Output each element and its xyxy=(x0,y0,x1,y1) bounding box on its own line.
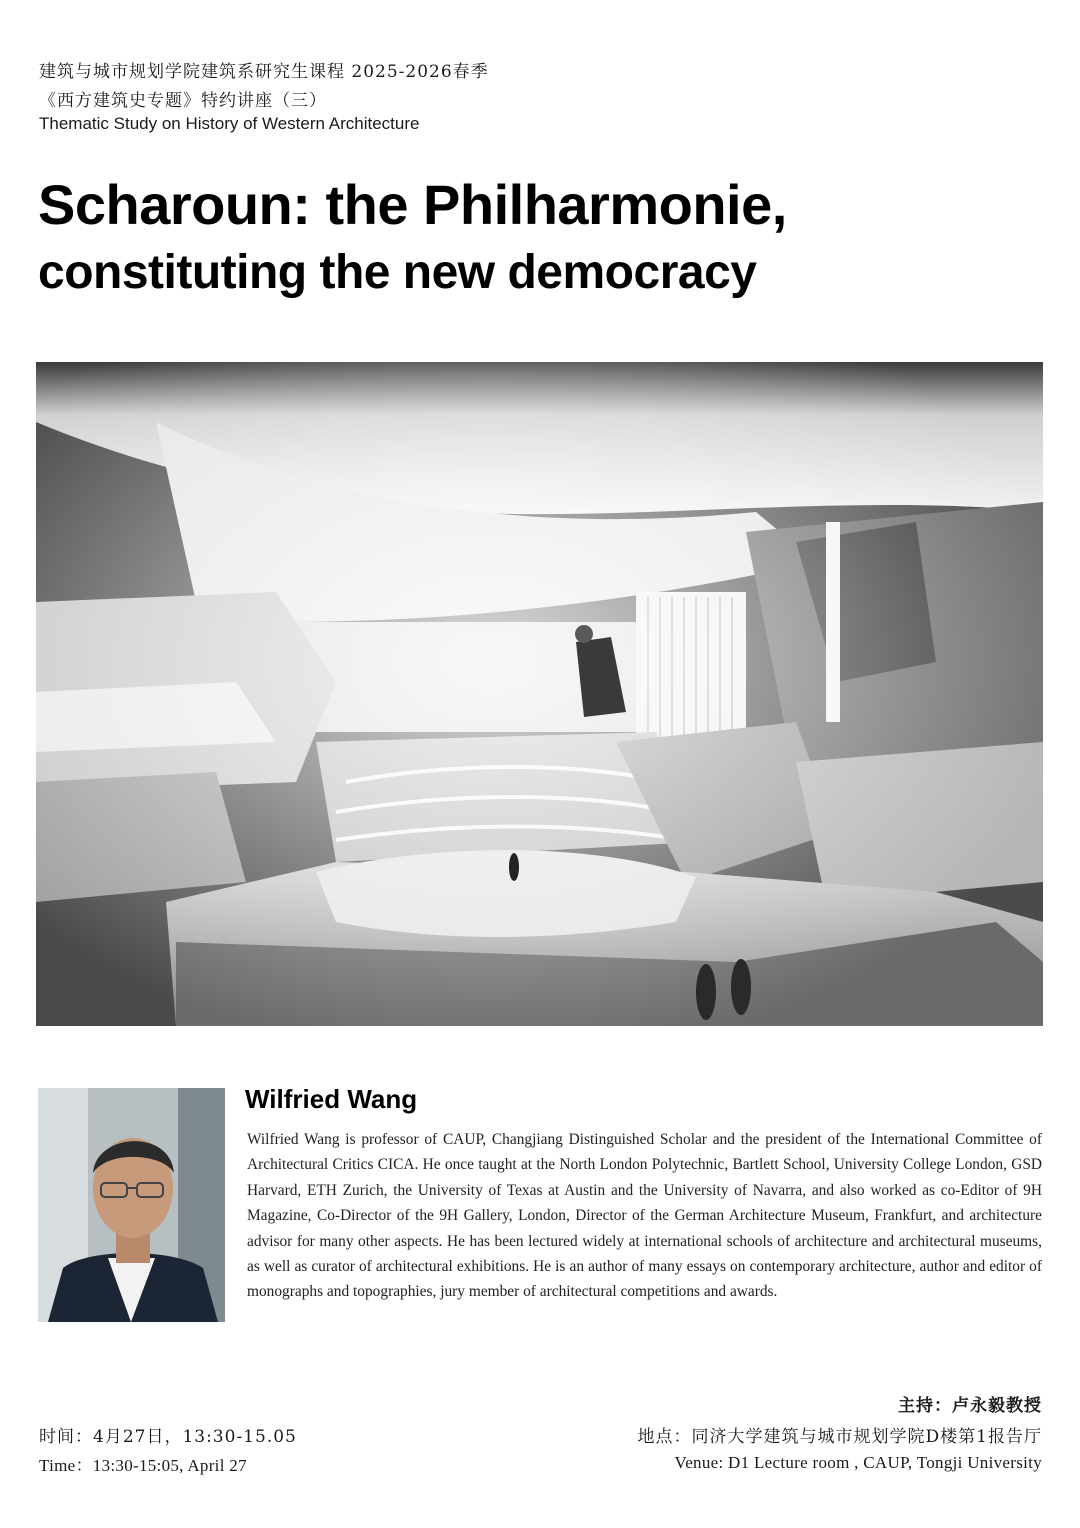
speaker-name: Wilfried Wang xyxy=(245,1084,418,1114)
lecture-title-line2: constituting the new democracy xyxy=(38,246,757,299)
course-line: 建筑与城市规划学院建筑系研究生课程 2025-2026春季 xyxy=(39,62,489,82)
venue-english: Venue: D1 Lecture room , CAUP, Tongji University xyxy=(674,1453,1042,1472)
host-line: 主持：卢永毅教授 xyxy=(898,1396,1042,1416)
course-english-title: Thematic Study on History of Western Architecture xyxy=(39,114,420,133)
lecture-title-line1: Scharoun: the Philharmonie, xyxy=(38,173,787,236)
time-english: Time：13:30-15:05, April 27 xyxy=(39,1456,247,1475)
philharmonie-model-photo xyxy=(36,362,1043,1026)
speaker-portrait xyxy=(38,1088,225,1322)
venue-chinese: 地点：同济大学建筑与城市规划学院D楼第1报告厅 xyxy=(637,1427,1042,1447)
series-line: 《西方建筑史专题》特约讲座（三） xyxy=(39,91,327,111)
speaker-bio: Wilfried Wang is professor of CAUP, Changjiang Distinguished Scholar and the president of the International Committee of Architectural Critics CICA. He once taught at the North London Polytechnic, Bartlett School, University College London, GSD Harvard, ETH Zurich, the University of Texas at Austin and the University of Navarra, and also worked as co-Editor of 9H Magazine, Co-Director of the 9H Gallery, London, Director of the German Architecture Museum, Frankfurt, and architecture advisor for many other aspects. He has been lectured widely at international schools of architecture and architectural museums, as well as curator of architectural exhibitions. He is an author of many essays on contemporary architecture, author and editor of monographs and topographies, jury member of architectural competitions and awards. xyxy=(247,1131,1042,1301)
time-chinese: 时间：4月27日，13:30-15.05 xyxy=(39,1427,297,1447)
